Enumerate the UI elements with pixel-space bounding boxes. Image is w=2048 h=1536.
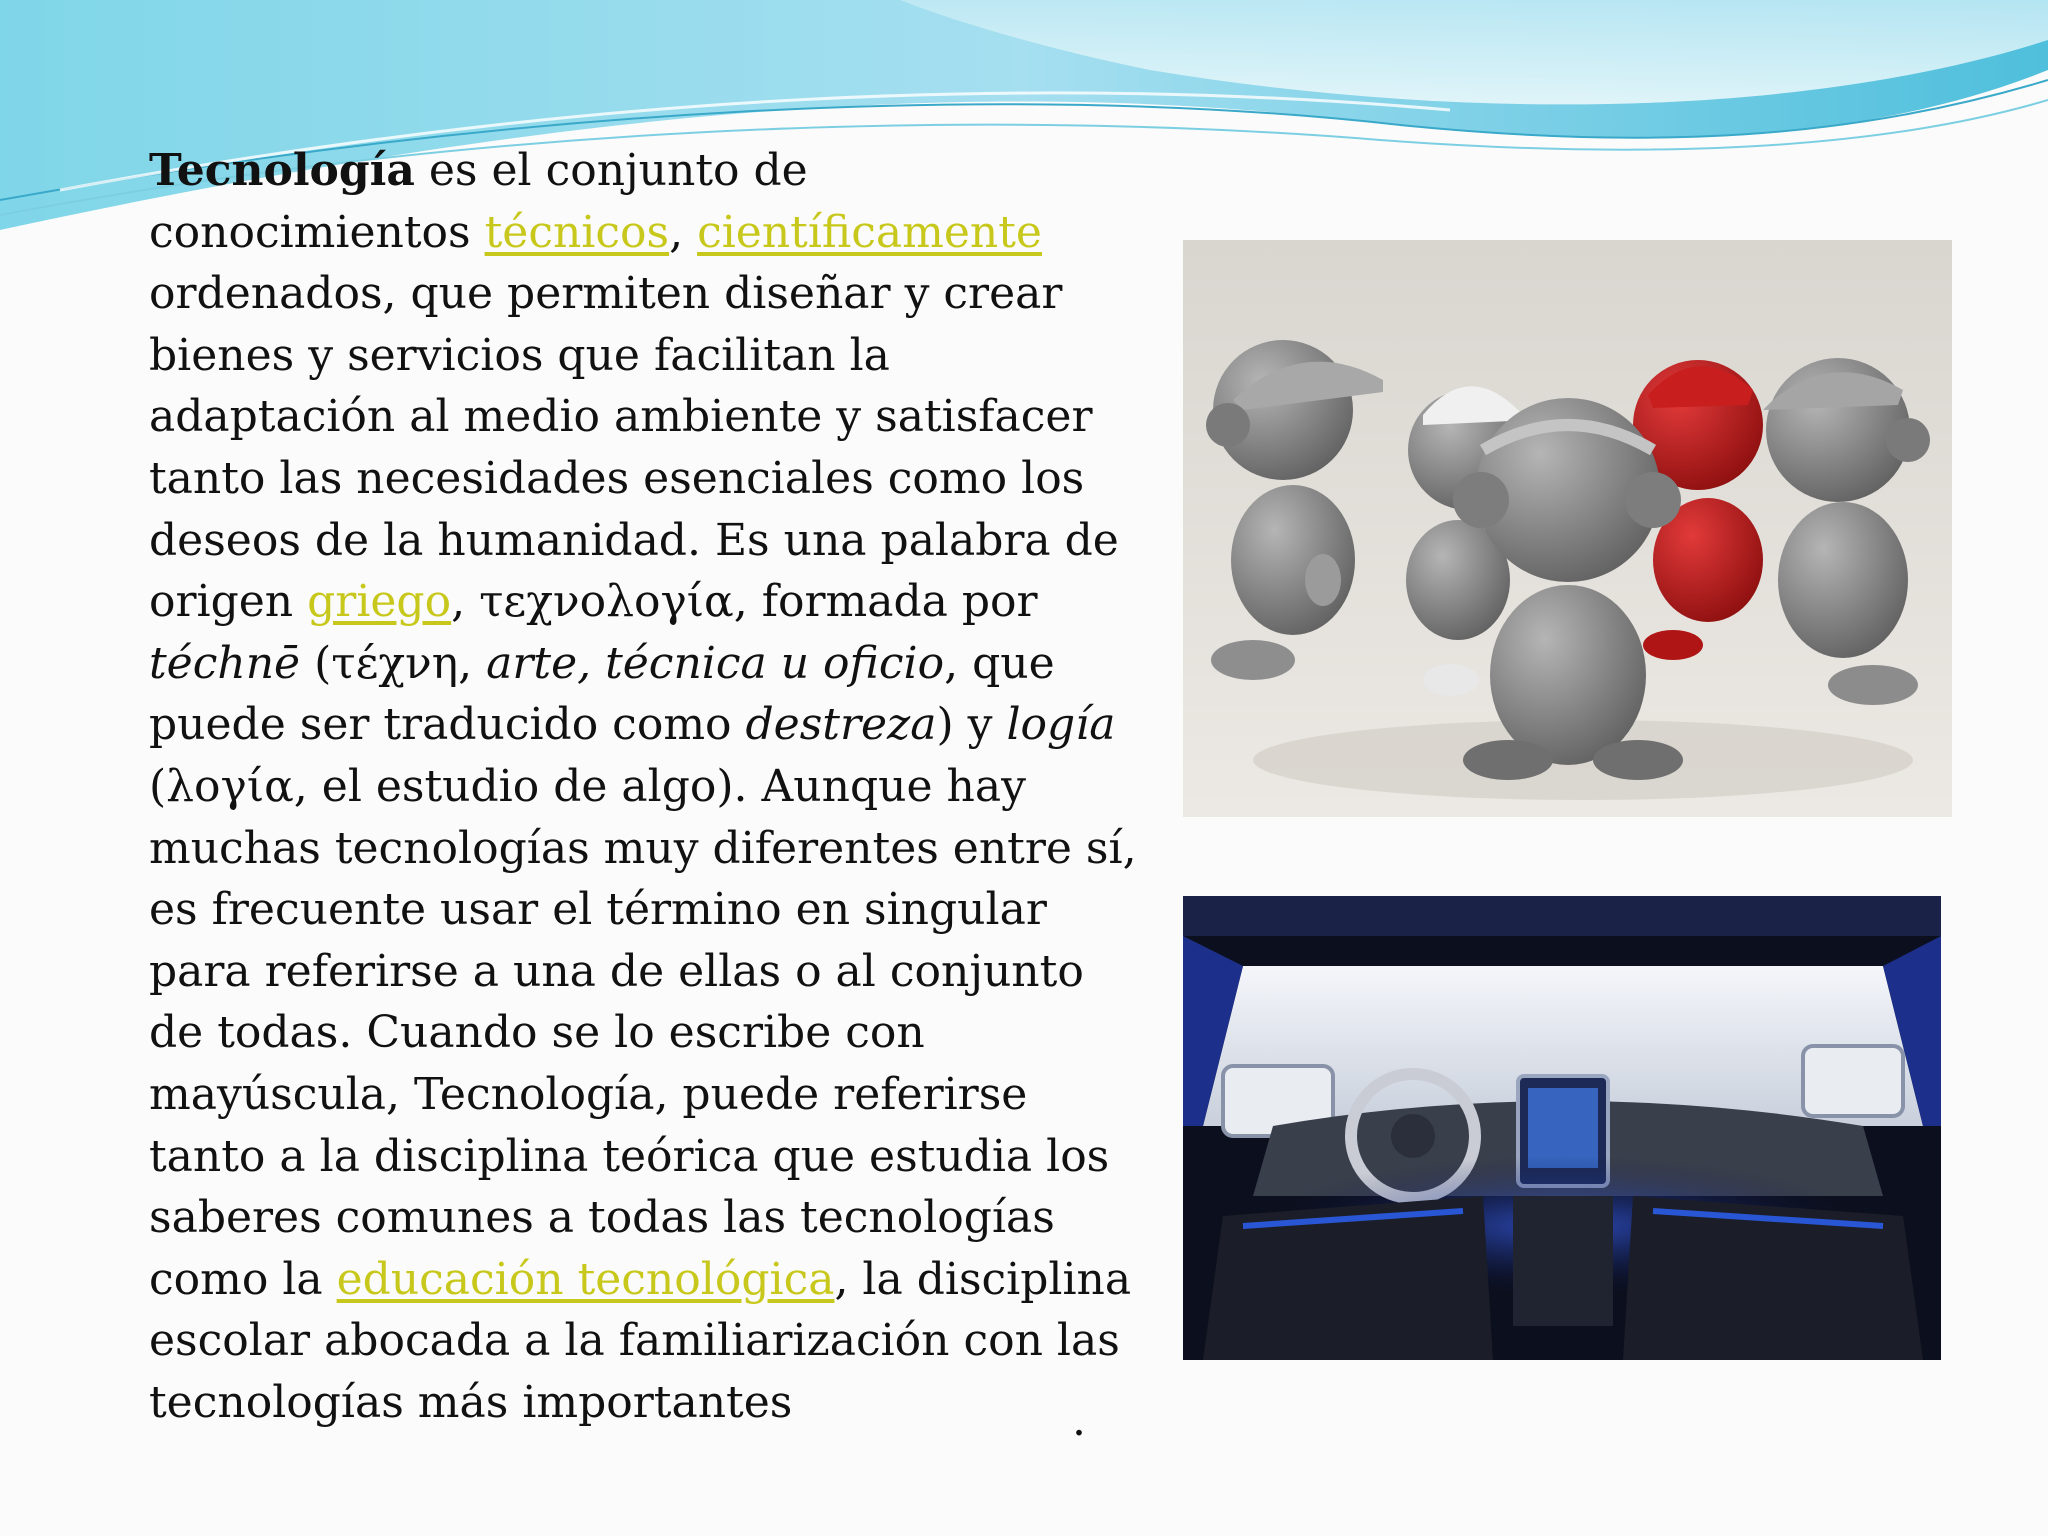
body-text-5: (τέχνη,	[300, 637, 487, 689]
body-text-2: ,	[669, 206, 698, 258]
body-text-6: , que puede ser traducido como	[149, 637, 1055, 751]
trailing-period: .	[1072, 1395, 1086, 1446]
body-text-3: ordenados, que permiten diseñar y crear bienes y servicios que facilitan la adaptación al medio ambiente y satisfacer tanto las necesidades esenciales como los deseos de la humanidad. Es una palabra de origen	[149, 268, 1119, 628]
italic-destreza: destreza	[745, 699, 937, 751]
italic-techne: téchnē	[149, 637, 301, 689]
italic-logia: logía	[1006, 699, 1116, 751]
link-griego[interactable]: griego	[307, 576, 452, 628]
body-text-7: ) y	[936, 699, 1007, 751]
body-text-4: , τεχνολογία, formada por	[451, 576, 1038, 628]
body-text-9: , la disciplina escolar abocada a la familiarización con las tecnologías más importantes	[149, 1253, 1132, 1428]
body-text-1: es el conjunto de conocimientos	[149, 145, 808, 258]
body-paragraph	[149, 140, 1139, 1433]
italic-arte-tecnica: arte, técnica u oficio	[486, 637, 945, 689]
link-cientificamente[interactable]: científicamente	[697, 206, 1042, 258]
car-interior-image	[1183, 896, 1941, 1360]
body-text-8: (λογία, el estudio de algo). Aunque hay muchas tecnologías muy diferentes entre sí, es frecuente usar el término en singular para referirse a una de ellas o al conjunto de todas. Cuando se lo escribe con mayúscula, Tecnología, puede referirse tanto a la disciplina teórica que estudia los saberes comunes a todas las tecnologías como la	[149, 760, 1137, 1305]
link-tecnicos[interactable]: técnicos	[484, 206, 670, 258]
link-educacion-tecnologica[interactable]: educación tecnológica	[336, 1253, 835, 1305]
term-title: Tecnología	[149, 145, 415, 196]
team-figures-image	[1183, 240, 1952, 817]
